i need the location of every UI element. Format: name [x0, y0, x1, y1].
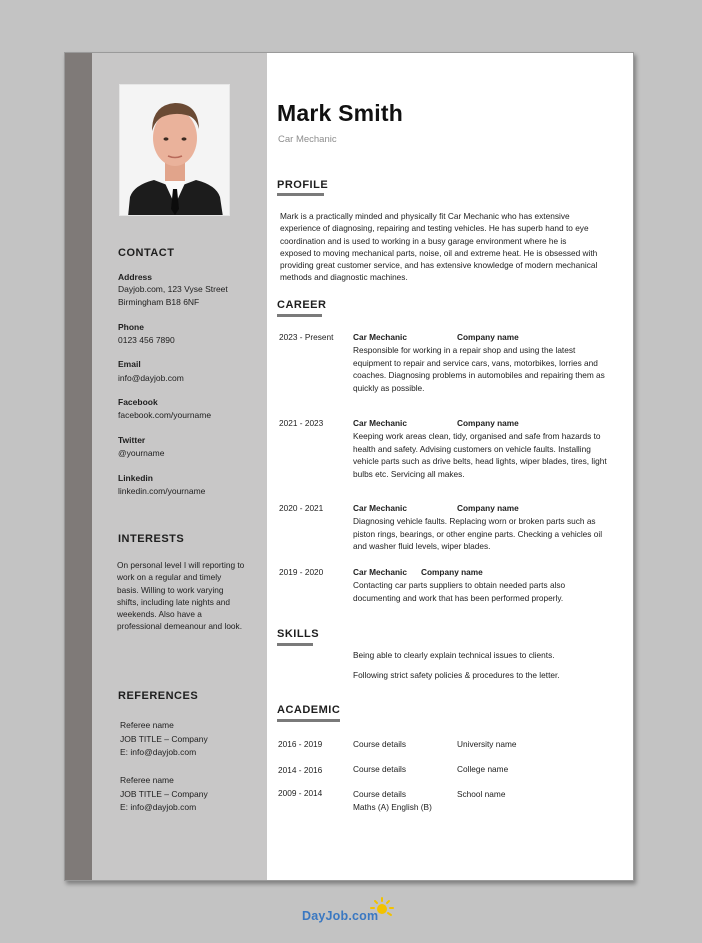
skills-underline	[277, 643, 313, 646]
email-value: info@dayjob.com	[118, 373, 184, 383]
resume-page	[64, 52, 634, 881]
referee-1-email: E: info@dayjob.com	[120, 747, 197, 757]
twitter-label: Twitter	[118, 435, 146, 445]
phone-label: Phone	[118, 322, 144, 332]
referee-2-name: Referee name	[120, 775, 174, 785]
academic-underline	[277, 719, 340, 722]
academic-3-dates: 2009 - 2014	[278, 788, 323, 798]
referee-2-email: E: info@dayjob.com	[120, 802, 197, 812]
job-2-dates: 2021 - 2023	[279, 418, 324, 428]
job-2-description: Keeping work areas clean, tidy, organised and safe from hazards to health and safety. Advising customers on vehicle faults. Installing vehicle parts such as drive belts, head lights, wiper blades, tires, light bulbs etc. Servicing all makes.	[353, 431, 607, 479]
academic-1-dates: 2016 - 2019	[278, 739, 323, 749]
job-4-company: Company name	[421, 567, 483, 577]
academic-3-course: Course details	[353, 789, 407, 799]
academic-heading: ACADEMIC	[277, 704, 341, 716]
job-3-description: Diagnosing vehicle faults. Replacing worn or broken parts such as piston rings, bearings, or other engine parts. Checking a vehicles oil and washer fluid levels, wiper blades.	[353, 516, 603, 551]
job-4-description: Contacting car parts suppliers to obtain needed parts also documenting and work that has been performed properly.	[353, 580, 566, 603]
phone-value: 0123 456 7890	[118, 335, 175, 345]
academic-2-course: Course details	[353, 764, 407, 774]
job-1-dates: 2023 - Present	[279, 332, 334, 342]
facebook-value: facebook.com/yourname	[118, 410, 212, 420]
references-heading: REFERENCES	[118, 690, 199, 702]
skills-heading: SKILLS	[277, 628, 320, 640]
interests-heading: INTERESTS	[118, 533, 185, 545]
job-4-dates: 2019 - 2020	[279, 567, 324, 577]
address-line2: Birmingham B18 6NF	[118, 297, 200, 307]
academic-2-school: College name	[457, 764, 509, 774]
contact-heading: CONTACT	[118, 247, 175, 259]
job-2-company: Company name	[457, 418, 519, 428]
job-1-company: Company name	[457, 332, 519, 342]
job-4-role: Car Mechanic	[353, 567, 407, 577]
job-3-role: Car Mechanic	[353, 503, 407, 513]
career-heading: CAREER	[277, 299, 327, 311]
academic-2-dates: 2014 - 2016	[278, 765, 323, 775]
academic-1-course: Course details	[353, 739, 407, 749]
referee-1-title: JOB TITLE – Company	[120, 734, 208, 744]
candidate-name: Mark Smith	[277, 100, 403, 126]
referee-2-title: JOB TITLE – Company	[120, 789, 208, 799]
job-3-company: Company name	[457, 503, 519, 513]
skill-item-1: Being able to clearly explain technical issues to clients.	[353, 650, 555, 660]
address-line1: Dayjob.com, 123 Vyse Street	[118, 284, 228, 294]
job-1-description: Responsible for working in a repair shop and using the latest equipment to repair and service cars, vans, motorbikes, lorries and coaches. Diagnosing problems in automobiles and repairing them as quickly as possible.	[353, 345, 605, 393]
academic-1-school: University name	[457, 739, 517, 749]
profile-text: Mark is a practically minded and physically fit Car Mechanic who has extensive experience of diagnosing, repairing and testing vehicles. He has superb hand to eye coordination and is used to working in a busy garage environment where he is exposed to moving mechanical parts, noise, oil and extreme heat. He is obsessed with providing great customer service, and has extensive knowledge of modern mechanical methods and diagnostic machines.	[280, 211, 598, 283]
linkedin-value: linkedin.com/yourname	[118, 486, 206, 496]
logo-text: DayJob.com	[302, 909, 379, 923]
facebook-label: Facebook	[118, 397, 158, 407]
job-3-dates: 2020 - 2021	[279, 503, 324, 513]
linkedin-label: Linkedin	[118, 473, 153, 483]
academic-3-school: School name	[457, 789, 506, 799]
address-label: Address	[118, 272, 153, 282]
decorative-stripe	[65, 53, 92, 880]
profile-heading: PROFILE	[277, 179, 329, 191]
interests-text: On personal level I will reporting to work on a regular and timely basis. Willing to work varying shifts, including late nights and weekends. Also have a professional demeanour and look.	[117, 560, 245, 632]
skill-item-2: Following strict safety policies & procedures to the letter.	[353, 670, 560, 680]
referee-1-name: Referee name	[120, 720, 174, 730]
career-underline	[277, 314, 322, 317]
profile-photo	[119, 84, 230, 216]
job-2-role: Car Mechanic	[353, 418, 407, 428]
email-label: Email	[118, 359, 141, 369]
profile-underline	[277, 193, 324, 196]
job-1-role: Car Mechanic	[353, 332, 407, 342]
dayjob-logo[interactable]	[302, 901, 412, 931]
job-title: Car Mechanic	[278, 134, 337, 145]
twitter-value: @yourname	[118, 448, 165, 458]
academic-3-grades: Maths (A) English (B)	[353, 802, 432, 812]
